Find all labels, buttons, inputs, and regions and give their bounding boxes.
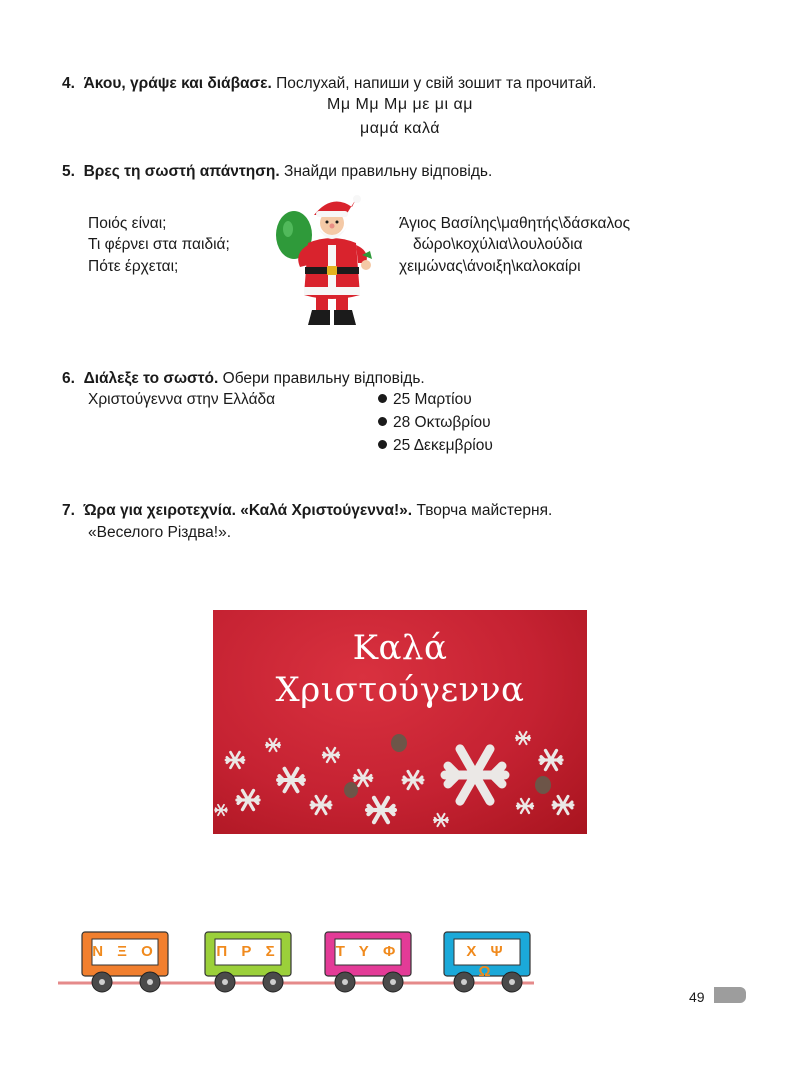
task-6-title: Διάλεξε το σωστό. — [83, 370, 219, 387]
christmas-card-image — [213, 610, 587, 834]
bullet-icon — [378, 417, 387, 426]
answer-choices-who: Άγιος Βασίλης\μαθητής\δάσκαλος — [399, 215, 631, 232]
option-october — [378, 414, 491, 432]
word-practice-line: μαμά καλά — [360, 120, 440, 137]
bullet-icon — [378, 440, 387, 449]
task-6-heading — [62, 369, 425, 389]
boot-right — [334, 310, 356, 325]
task-6-number: 6. — [62, 370, 75, 387]
train-wagon-4 — [442, 930, 534, 994]
wagon-body — [80, 930, 172, 994]
card-title-line1: Καλά — [352, 628, 448, 668]
task-6-prompt: Χριστούγεννα στην Ελλάδα — [88, 391, 276, 408]
task-7-title: Ώρα για χειροτεχνία. «Καλά Χριστούγεννα!». — [83, 502, 413, 519]
card-title-line2: Χριστούγεννα — [275, 670, 525, 710]
task-5-heading — [62, 162, 492, 182]
task-5-instruction: Знайди правильну відповідь. — [283, 163, 493, 180]
task-5-title: Βρες τη σωστή απάντηση. — [83, 163, 280, 180]
pine-cone — [535, 776, 551, 794]
task-7-number: 7. — [62, 502, 75, 519]
task-7-instruction-line2: «Веселого Різдва!». — [88, 524, 232, 541]
question-when: Πότε έρχεται; — [88, 258, 179, 275]
task-4-heading — [62, 74, 596, 94]
task-7-heading — [62, 501, 552, 521]
page-tab-marker — [714, 987, 746, 1003]
boot-left — [308, 310, 330, 325]
question-what: Τι φέρνει στα παιδιά; — [88, 236, 230, 253]
train-wagon-1 — [80, 930, 172, 994]
wagon-body — [323, 930, 415, 994]
snowflakes-decoration — [213, 610, 587, 834]
wagon-body — [203, 930, 295, 994]
option-label: 25 Δεκεμβρίου — [393, 437, 493, 454]
pine-cone — [344, 782, 358, 798]
letter-practice-line: Μμ Μμ Μμ με μι αμ — [327, 96, 473, 113]
task-7-instruction: Творча майстерня. — [416, 502, 553, 519]
train-wagon-2 — [203, 930, 295, 994]
wagon-letters: Χ Ψ Ω — [466, 943, 508, 980]
answer-choices-what: δώρο\κοχύλια\λουλούδια — [413, 236, 583, 253]
train-wagon-3 — [323, 930, 415, 994]
option-label: 28 Οκτωβρίου — [393, 414, 491, 431]
option-label: 25 Μαρτίου — [393, 391, 472, 408]
wagon-letters: Ν Ξ Ο — [92, 943, 158, 960]
option-december — [378, 437, 493, 455]
task-6-instruction: Обери правильну відповідь. — [222, 370, 425, 387]
task-4-title: Άκου, γράψε και διάβασε. — [83, 75, 272, 92]
santa-claus-illustration — [272, 195, 392, 330]
task-5-number: 5. — [62, 163, 75, 180]
pine-cone — [391, 734, 407, 752]
question-who: Ποιός είναι; — [88, 215, 167, 232]
bullet-icon — [378, 394, 387, 403]
task-4-instruction: Послухай, напиши у свій зошит та прочитай. — [276, 75, 597, 92]
answer-choices-when: χειμώνας\άνοιξη\καλοκαίρι — [399, 258, 581, 275]
wagon-letters: Π Ρ Σ — [216, 943, 280, 960]
page-number: 49 — [689, 989, 705, 1005]
option-march — [378, 391, 472, 409]
task-4-number: 4. — [62, 75, 75, 92]
wagon-letters: Τ Υ Φ — [335, 943, 401, 960]
